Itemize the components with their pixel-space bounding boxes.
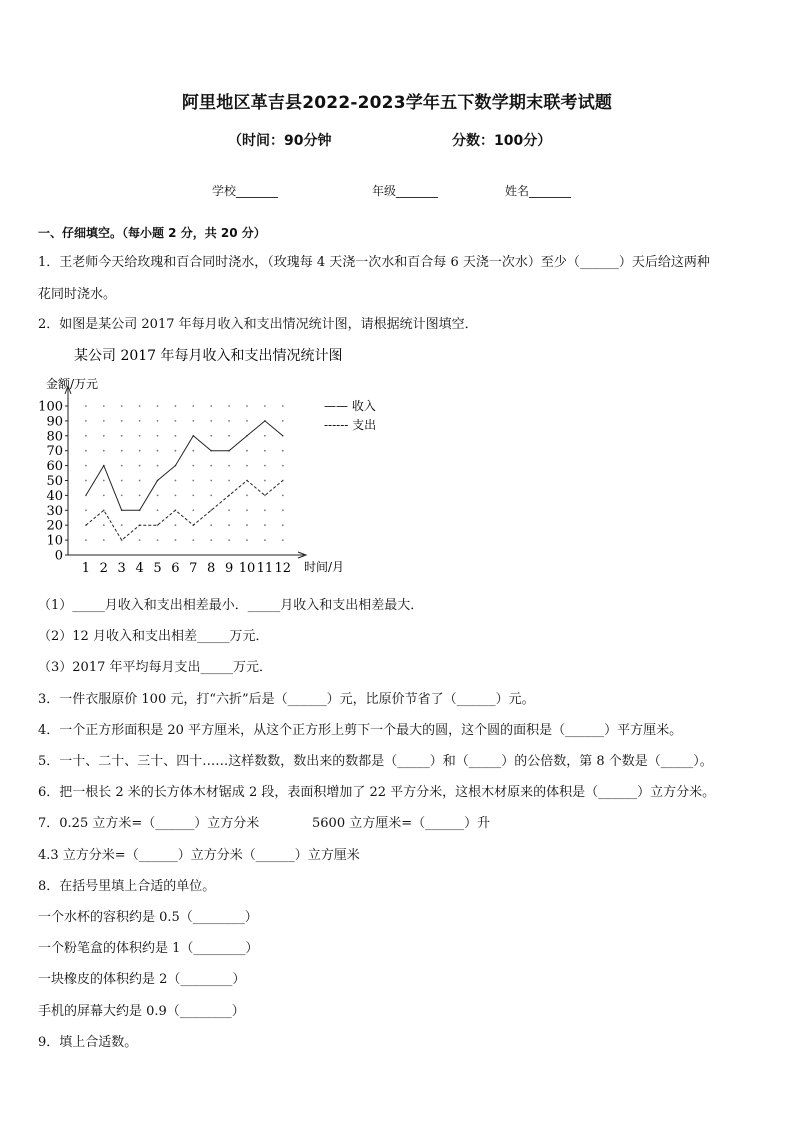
y-tick-label: 70 <box>46 444 63 460</box>
grid-dot <box>210 435 212 437</box>
grid-dot <box>121 465 123 467</box>
x-tick-label: 11 <box>256 561 274 576</box>
question-1-line-2: 花同时浇水。 <box>38 287 117 302</box>
grid-dot <box>85 480 87 482</box>
grid-dot <box>246 450 248 452</box>
grid-dot <box>103 539 105 541</box>
question-5: 5．一十、二十、三十、四十……这样数数，数出来的数都是（_____）和（_____）的公倍数，第 8 个数是（_____）。 <box>38 754 713 769</box>
question-8: 8．在括号里填上合适的单位。 <box>38 879 216 894</box>
grid-dot <box>85 539 87 541</box>
grid-dot <box>282 450 284 452</box>
grid-dot <box>228 465 230 467</box>
grid-dot <box>210 539 212 541</box>
grid-dot <box>246 405 248 407</box>
grid-dot <box>210 420 212 422</box>
grid-dot <box>264 539 266 541</box>
question-2-1: （1）_____月收入和支出相差最小．_____月收入和支出相差最大． <box>38 598 424 613</box>
grid-dot <box>192 450 194 452</box>
school-field[interactable]: 学校_______ <box>212 184 279 198</box>
grid-dot <box>282 420 284 422</box>
grid-dot <box>139 539 141 541</box>
y-tick-label: 90 <box>46 414 63 430</box>
question-3: 3．一件衣服原价 100 元，打“六折”后是（______）元，比原价节省了（______）元。 <box>38 692 535 707</box>
x-tick-label: 3 <box>117 561 126 576</box>
section-heading: 一、仔细填空。（每小题 2 分，共 20 分） <box>38 226 266 240</box>
grid-dot <box>192 509 194 511</box>
grid-dot <box>282 495 284 497</box>
grid-dot <box>103 420 105 422</box>
exam-score: 分数：100分） <box>452 133 552 149</box>
y-tick-label: 100 <box>38 399 63 415</box>
name-field[interactable]: 姓名_______ <box>505 184 572 198</box>
grid-dot <box>192 420 194 422</box>
question-2: 2．如图是某公司 2017 年每月收入和支出情况统计图，请根据统计图填空． <box>38 317 478 332</box>
grid-dot <box>157 450 159 452</box>
grid-dot <box>157 420 159 422</box>
x-tick-label: 7 <box>189 561 198 576</box>
grid-dot <box>85 420 87 422</box>
x-tick-label: 2 <box>99 561 108 576</box>
grid-dot <box>139 465 141 467</box>
grid-dot <box>192 480 194 482</box>
grid-dot <box>103 435 105 437</box>
grid-dot <box>103 524 105 526</box>
question-2-2: （2）12 月收入和支出相差_____万元． <box>38 629 269 644</box>
chart-y-axis-label: 金额/万元 <box>46 377 99 391</box>
grid-dot <box>157 435 159 437</box>
y-tick-label: 20 <box>46 518 63 534</box>
grid-dot <box>121 420 123 422</box>
grid-dot <box>210 524 212 526</box>
grid-dot <box>121 524 123 526</box>
x-tick-label: 5 <box>153 561 162 576</box>
grid-dot <box>121 450 123 452</box>
grid-dot <box>139 450 141 452</box>
question-4: 4．一个正方形面积是 20 平方厘米，从这个正方形上剪下一个最大的圆，这个圆的面积是（______）平方厘米。 <box>38 723 683 738</box>
grid-dot <box>264 450 266 452</box>
y-tick-label: 80 <box>46 429 63 445</box>
y-tick-label: 40 <box>46 488 63 504</box>
grid-dot <box>264 465 266 467</box>
grid-dot <box>264 480 266 482</box>
x-tick-label: 9 <box>224 561 234 576</box>
question-7-b: 5600 立方厘米=（______）升 <box>312 816 491 831</box>
grid-dot <box>210 495 212 497</box>
grid-dot <box>264 435 266 437</box>
question-9: 9．填上合适数。 <box>38 1035 138 1050</box>
x-tick-label: 4 <box>135 561 144 576</box>
grid-dot <box>103 495 105 497</box>
grid-dot <box>264 509 266 511</box>
exam-time: （时间：90分钟 <box>228 133 332 149</box>
grid-dot <box>192 405 194 407</box>
grid-dot <box>175 435 177 437</box>
question-8-4: 手机的屏幕大约是 0.9（________） <box>38 1004 245 1019</box>
grid-dot <box>192 495 194 497</box>
grid-dot <box>139 435 141 437</box>
grid-dot <box>175 524 177 526</box>
grid-dot <box>228 405 230 407</box>
grid-dot <box>175 420 177 422</box>
grid-dot <box>157 465 159 467</box>
legend-entry: ------ 支出 <box>324 418 377 432</box>
chart-x-axis-label: 时间/月 <box>304 560 345 574</box>
income-expense-chart <box>34 340 414 580</box>
grid-dot <box>264 495 266 497</box>
x-tick-label: 6 <box>171 561 180 576</box>
y-tick-label: 60 <box>46 459 63 475</box>
grid-dot <box>228 509 230 511</box>
grid-dot <box>210 405 212 407</box>
question-2-3: （3）2017 年平均每月支出_____万元． <box>38 660 272 675</box>
grid-dot <box>139 480 141 482</box>
grid-dot <box>246 524 248 526</box>
grid-dot <box>228 435 230 437</box>
grid-dot <box>264 405 266 407</box>
grid-dot <box>246 420 248 422</box>
question-8-2: 一个粉笔盒的体积约是 1（________） <box>38 941 259 956</box>
grid-dot <box>246 465 248 467</box>
grid-dot <box>157 495 159 497</box>
question-7-c: 4.3 立方分米=（______）立方分米（______）立方厘米 <box>38 848 360 863</box>
grid-dot <box>192 539 194 541</box>
grid-dot <box>282 539 284 541</box>
grid-dot <box>228 524 230 526</box>
grid-dot <box>246 495 248 497</box>
grid-dot <box>246 539 248 541</box>
grid-dot <box>85 450 87 452</box>
question-8-3: 一块橡皮的体积约是 2（________） <box>38 972 246 987</box>
y-tick-label: 10 <box>46 533 63 549</box>
grid-dot <box>282 524 284 526</box>
series-line-expense <box>86 481 283 541</box>
grid-dot <box>282 509 284 511</box>
grid-dot <box>139 495 141 497</box>
y-tick-label: 50 <box>46 474 63 489</box>
grid-dot <box>103 450 105 452</box>
grid-dot <box>210 480 212 482</box>
grid-dot <box>85 465 87 467</box>
x-tick-label: 10 <box>238 561 256 576</box>
x-tick-label: 1 <box>81 561 91 576</box>
grid-dot <box>121 480 123 482</box>
series-line-income <box>86 421 283 510</box>
grid-dot <box>121 405 123 407</box>
x-tick-label: 8 <box>207 561 216 576</box>
grid-dot <box>192 465 194 467</box>
grid-dot <box>210 465 212 467</box>
grid-dot <box>228 480 230 482</box>
grid-dot <box>121 435 123 437</box>
grid-dot <box>228 539 230 541</box>
y-tick-label: 0 <box>54 548 63 564</box>
grid-dot <box>85 405 87 407</box>
grid-dot <box>139 420 141 422</box>
grid-dot <box>175 495 177 497</box>
question-8-1: 一个水杯的容积约是 0.5（________） <box>38 910 258 925</box>
question-7-a: 7．0.25 立方米=（______）立方分米 <box>38 816 260 831</box>
y-tick-label: 30 <box>46 503 63 519</box>
grid-dot <box>157 539 159 541</box>
grid-dot <box>157 405 159 407</box>
grid-dot <box>246 509 248 511</box>
page-title: 阿里地区革吉县2022-2023学年五下数学期末联考试题 <box>181 93 613 113</box>
grid-dot <box>210 509 212 511</box>
grid-dot <box>228 420 230 422</box>
legend-entry: —— 收入 <box>324 399 376 413</box>
grid-dot <box>139 405 141 407</box>
question-1-line-1: 1．王老师今天给玫瑰和百合同时浇水，（玫瑰每 4 天浇一次水和百合每 6 天浇一次水）至少（______）天后给这两种 <box>38 255 710 270</box>
grid-dot <box>157 509 159 511</box>
grid-dot <box>85 435 87 437</box>
grid-dot <box>85 509 87 511</box>
grid-dot <box>175 405 177 407</box>
grid-dot <box>264 524 266 526</box>
grid-dot <box>103 480 105 482</box>
question-6: 6．把一根长 2 米的长方体木材锯成 2 段，表面积增加了 22 平方分米，这根木材原来的体积是（______）立方分米。 <box>38 785 716 800</box>
x-tick-label: 12 <box>274 561 292 576</box>
chart-title: 某公司 2017 年每月收入和支出情况统计图 <box>74 348 343 364</box>
grid-dot <box>282 405 284 407</box>
grid-dot <box>282 465 284 467</box>
grade-field[interactable]: 年级_______ <box>372 184 439 198</box>
grid-dot <box>175 539 177 541</box>
grid-dot <box>103 405 105 407</box>
grid-dot <box>175 480 177 482</box>
grid-dot <box>121 495 123 497</box>
grid-dot <box>175 450 177 452</box>
